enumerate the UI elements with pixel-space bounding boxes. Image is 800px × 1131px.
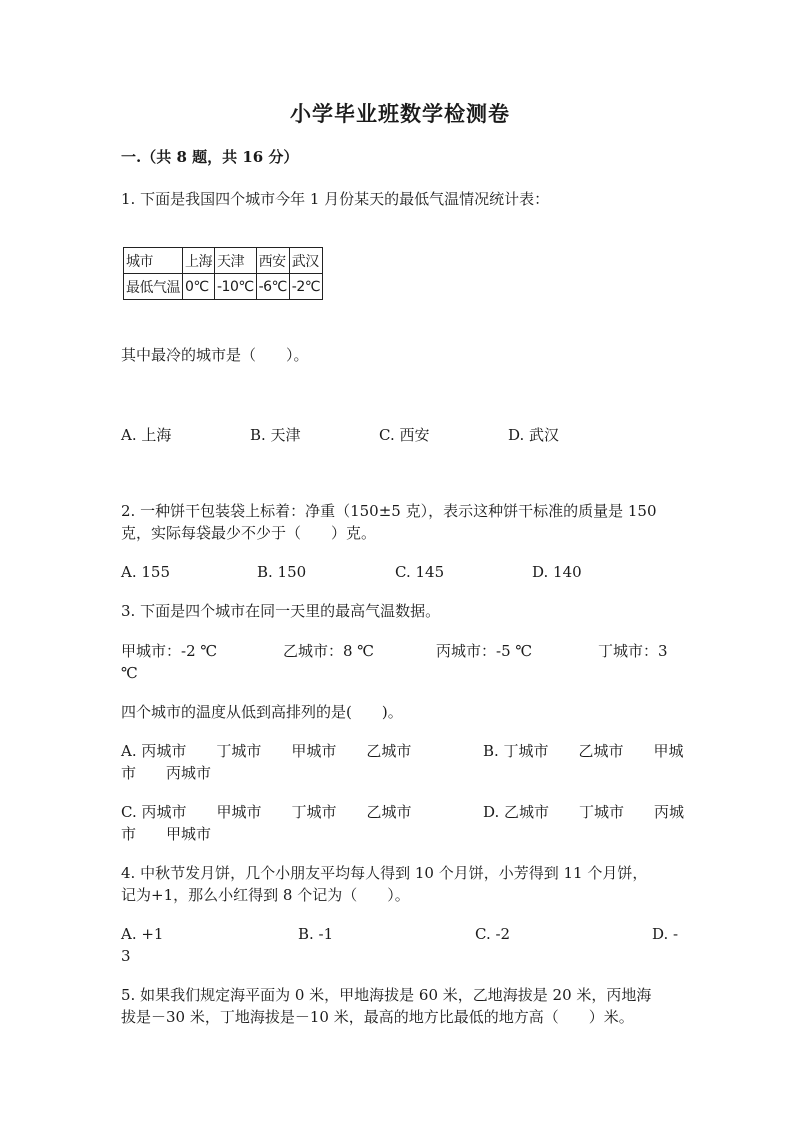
table-cell: 0℃ <box>183 274 215 300</box>
q3-data-jia: 甲城市：-2 ℃ <box>121 642 218 660</box>
q1-stem: 1. 下面是我国四个城市今年 1 月份某天的最低气温情况统计表： <box>121 190 550 208</box>
q2-stem-line1: 2. 一种饼干包装袋上标着：净重（150±5 克），表示这种饼干标准的质量是 150 <box>121 502 657 520</box>
q3-option-a: A. 丙城市 丁城市 甲城市 乙城市 <box>121 742 412 760</box>
q4-option-d-wrap: 3 <box>121 947 131 965</box>
section-heading: 一.（共 8 题，共 16 分） <box>121 148 299 166</box>
q1-ask: 其中最冷的城市是（ ）。 <box>121 346 309 364</box>
q3-data-yi: 乙城市：8 ℃ <box>283 642 375 660</box>
q3-option-d-wrap: 市 甲城市 <box>121 825 212 843</box>
q3-option-b-wrap: 市 丙城市 <box>121 764 212 782</box>
q3-stem: 3. 下面是四个城市在同一天里的最高气温数据。 <box>121 602 441 620</box>
q5-stem-line2: 拔是－30 米，丁地海拔是－10 米，最高的地方比最低的地方高（ ）米。 <box>121 1008 634 1026</box>
table-cell: 天津 <box>215 248 257 274</box>
q2-option-c: C. 145 <box>395 563 445 581</box>
table-cell: 西安 <box>256 248 289 274</box>
table-row <box>124 248 323 274</box>
q3-option-b: B. 丁城市 乙城市 甲城 <box>483 742 684 760</box>
q3-data-bing: 丙城市：-5 ℃ <box>436 642 533 660</box>
temperature-table <box>123 247 323 300</box>
q1-option-a: A. 上海 <box>121 426 172 444</box>
table-cell: -6℃ <box>256 274 289 300</box>
table-cell: -10℃ <box>215 274 257 300</box>
q2-option-d: D. 140 <box>532 563 582 581</box>
q3-data-ding: 丁城市：3 <box>598 642 668 660</box>
q2-option-b: B. 150 <box>257 563 307 581</box>
q3-ask: 四个城市的温度从低到高排列的是( )。 <box>121 703 403 721</box>
q1-option-d: D. 武汉 <box>508 426 560 444</box>
table-cell: 城市 <box>124 248 183 274</box>
q3-data-wrap: ℃ <box>121 664 138 682</box>
q2-stem-line2: 克，实际每袋最少不少于（ ）克。 <box>121 524 377 542</box>
q4-option-c: C. -2 <box>475 925 511 943</box>
q4-option-d: D. - <box>652 925 679 943</box>
page-title: 小学毕业班数学检测卷 <box>290 101 510 126</box>
table-row <box>124 274 323 300</box>
table-cell: 上海 <box>183 248 215 274</box>
q5-stem-line1: 5. 如果我们规定海平面为 0 米，甲地海拔是 60 米，乙地海拔是 20 米，丙地海 <box>121 986 652 1004</box>
q4-option-b: B. -1 <box>298 925 334 943</box>
q2-option-a: A. 155 <box>121 563 170 581</box>
q4-option-a: A. +1 <box>121 925 164 943</box>
q4-stem-line2: 记为+1，那么小红得到 8 个记为（ ）。 <box>121 886 410 904</box>
q4-stem-line1: 4. 中秋节发月饼，几个小朋友平均每人得到 10 个月饼，小芳得到 11 个月饼， <box>121 864 648 882</box>
q3-option-d: D. 乙城市 丁城市 丙城 <box>483 803 685 821</box>
table-cell: 武汉 <box>289 248 322 274</box>
table-cell: -2℃ <box>289 274 322 300</box>
q1-option-b: B. 天津 <box>250 426 301 444</box>
table-cell: 最低气温 <box>124 274 183 300</box>
q3-option-c: C. 丙城市 甲城市 丁城市 乙城市 <box>121 803 412 821</box>
q1-option-c: C. 西安 <box>379 426 430 444</box>
